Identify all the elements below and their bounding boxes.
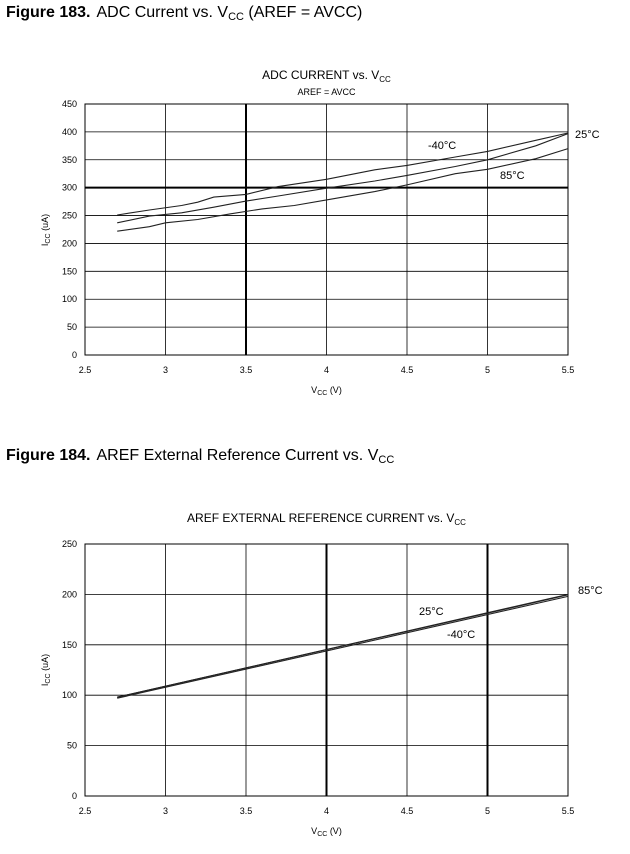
series-annotation: -40°C — [447, 629, 476, 641]
y-tick-label: 150 — [61, 639, 77, 650]
y-axis-label-unit: (uA) — [40, 653, 50, 674]
chart-subtitle: AREF = AVCC — [297, 87, 356, 97]
caption-tail: (AREF = AVCC) — [243, 4, 363, 21]
y-tick-label: 100 — [61, 294, 77, 305]
y-tick-label: 50 — [66, 740, 77, 751]
x-axis-label-unit: (V) — [327, 385, 342, 395]
caption-text: ADC Current vs. V — [96, 4, 229, 21]
y-tick-label: 0 — [71, 350, 77, 360]
x-axis-label-text: V — [311, 385, 318, 395]
y-tick-label: 250 — [61, 539, 77, 549]
chart-title-subscript: CC — [379, 75, 391, 84]
series-line-40c — [117, 596, 568, 698]
caption-subscript: CC — [228, 11, 244, 23]
figure-183-caption — [6, 4, 362, 23]
caption-subscript: CC — [378, 454, 395, 466]
chart-title — [262, 68, 391, 84]
y-axis-label-subscript: CC — [45, 233, 52, 244]
y-tick-label: 150 — [61, 266, 77, 277]
chart-title — [187, 511, 466, 527]
y-axis-label-subscript: CC — [45, 673, 52, 684]
x-tick-label: 4.5 — [400, 365, 414, 375]
chart-title-text: ADC CURRENT vs. V — [262, 68, 380, 82]
y-tick-label: 350 — [61, 154, 77, 165]
series-line-85c — [117, 149, 568, 232]
x-tick-label: 2.5 — [78, 365, 92, 375]
x-tick-label: 5.5 — [561, 365, 575, 375]
y-tick-label: 200 — [61, 589, 77, 600]
x-tick-label: 5 — [484, 365, 491, 375]
y-axis-label — [40, 654, 52, 686]
chart-title-text: AREF EXTERNAL REFERENCE CURRENT vs. V — [187, 511, 455, 525]
caption-text: AREF External Reference Current vs. V — [96, 447, 379, 464]
x-tick-label: 5 — [484, 806, 491, 816]
y-tick-label: 450 — [61, 99, 77, 109]
x-tick-label: 4 — [323, 806, 330, 816]
series-annotation: 25°C — [419, 606, 444, 618]
y-tick-label: 400 — [61, 126, 77, 137]
series-annotation: 25°C — [575, 129, 600, 141]
series-annotation: 85°C — [578, 585, 603, 597]
x-tick-label: 4 — [323, 365, 330, 375]
y-axis-label-text: I — [40, 243, 50, 247]
x-tick-label: 3 — [162, 365, 169, 375]
figure-number: Figure 184. — [6, 447, 91, 464]
y-tick-label: 250 — [61, 210, 77, 221]
adc-current-chart — [0, 60, 630, 405]
x-tick-label: 2.5 — [78, 806, 92, 816]
x-tick-label: 4.5 — [400, 806, 414, 816]
aref-current-chart — [0, 500, 630, 845]
series-line-85c — [117, 595, 568, 697]
y-tick-label: 0 — [71, 791, 77, 801]
y-axis-label-text: I — [40, 683, 50, 687]
chart-title-subscript: CC — [454, 518, 466, 527]
figure-184-caption — [6, 447, 394, 466]
y-axis-label — [40, 214, 52, 246]
x-axis-label — [311, 826, 342, 838]
y-tick-label: 50 — [66, 322, 77, 333]
x-tick-label: 5.5 — [561, 806, 575, 816]
series-annotation: -40°C — [428, 140, 457, 152]
x-tick-label: 3.5 — [239, 365, 253, 375]
y-tick-label: 300 — [61, 182, 77, 193]
x-tick-label: 3.5 — [239, 806, 253, 816]
x-axis-label-subscript: CC — [317, 390, 328, 397]
x-axis-label — [311, 385, 342, 397]
figure-number: Figure 183. — [6, 4, 91, 21]
x-axis-label-unit: (V) — [327, 826, 342, 836]
x-axis-label-text: V — [311, 826, 318, 836]
y-tick-label: 100 — [61, 690, 77, 701]
y-tick-label: 200 — [61, 238, 77, 249]
x-tick-label: 3 — [162, 806, 169, 816]
y-axis-label-unit: (uA) — [40, 213, 50, 234]
x-axis-label-subscript: CC — [317, 831, 328, 838]
series-annotation: 85°C — [500, 170, 525, 182]
